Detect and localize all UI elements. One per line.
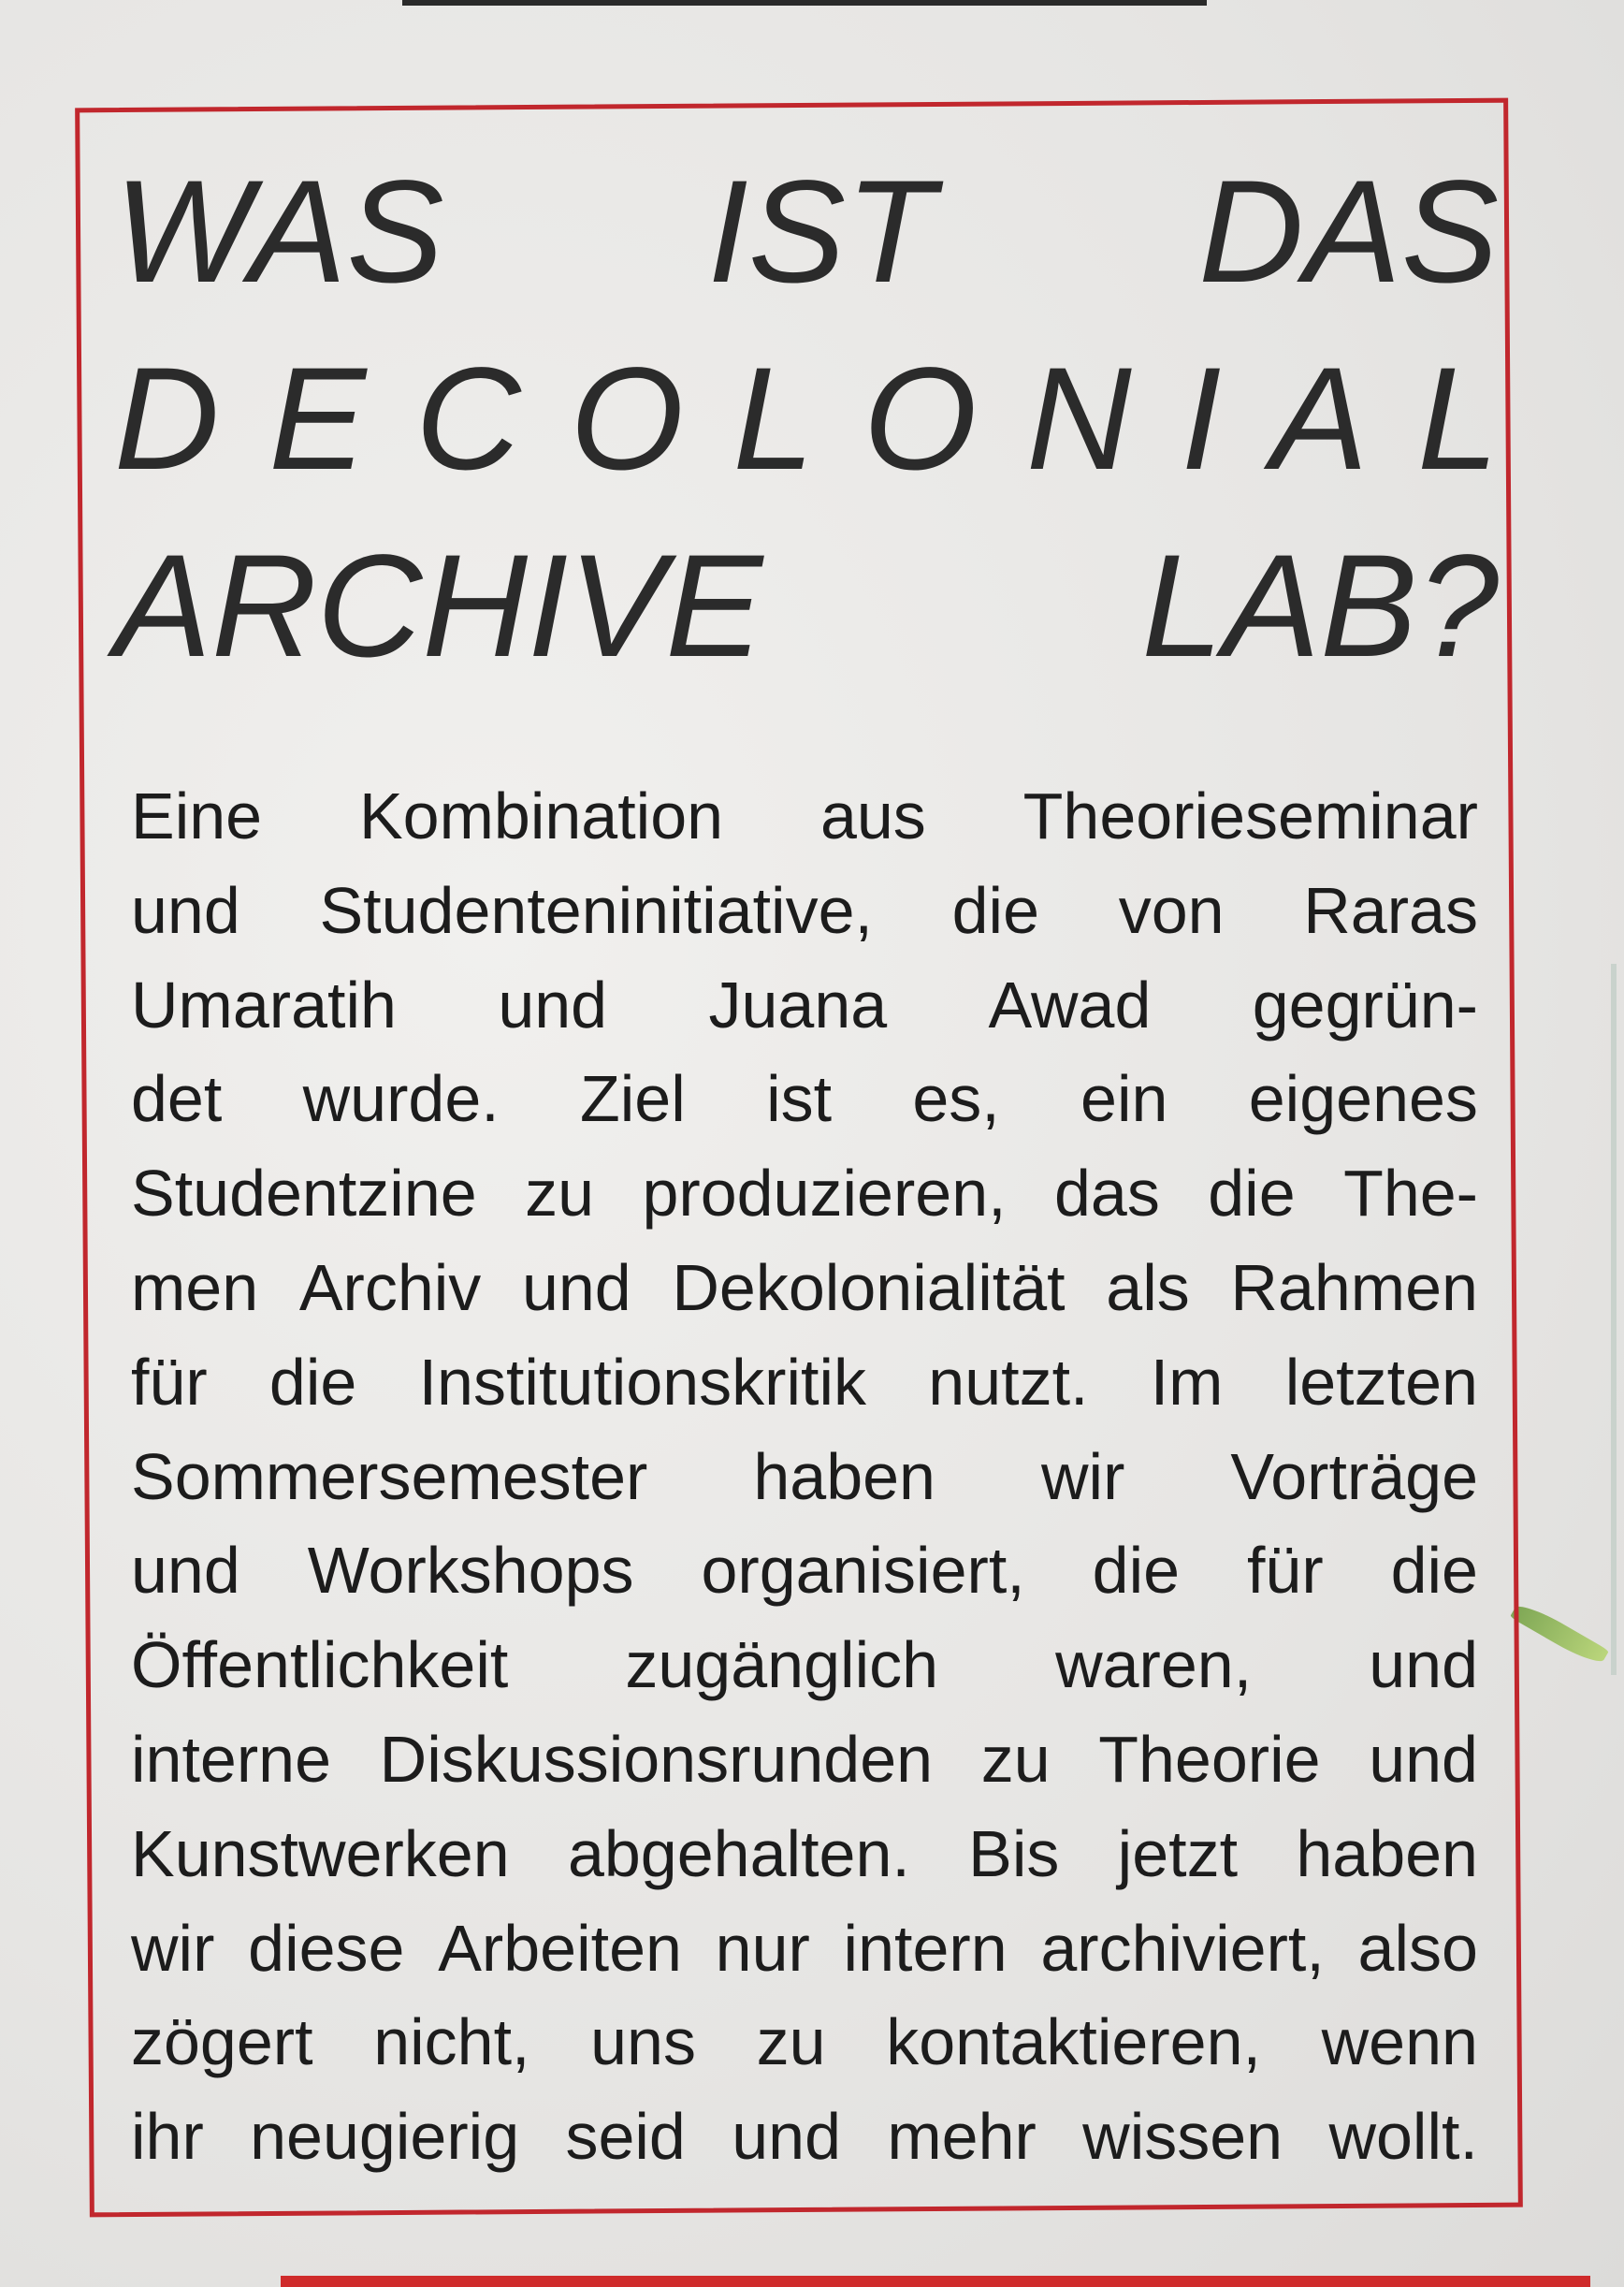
body-word: Bis xyxy=(968,1816,1060,1890)
body-word: det xyxy=(131,1062,223,1136)
title-letter: A xyxy=(1270,338,1369,501)
body-word: Arbeiten xyxy=(438,1911,682,1985)
title-word: LAB? xyxy=(1141,525,1499,688)
title-word: IST xyxy=(707,151,935,313)
right-edge-mark xyxy=(1611,964,1617,1675)
body-word: nutzt. xyxy=(928,1345,1089,1419)
body-word: Ziel xyxy=(579,1062,686,1136)
body-word: und xyxy=(732,2100,841,2174)
body-word: für xyxy=(131,1345,208,1419)
body-word: Im xyxy=(1150,1345,1224,1419)
body-word: ist xyxy=(766,1062,833,1136)
body-word: The- xyxy=(1343,1157,1478,1231)
body-word: und xyxy=(1369,1722,1478,1796)
body-word: Juana xyxy=(708,968,888,1042)
body-word: jetzt xyxy=(1117,1816,1239,1890)
body-word: Sommersemester xyxy=(131,1439,648,1513)
body-word: Studentzine xyxy=(131,1157,477,1231)
body-word: diese xyxy=(248,1911,405,1985)
body-word: die xyxy=(268,1345,357,1419)
bottom-edge-strip xyxy=(281,2276,1590,2287)
body-word: Eine xyxy=(131,779,263,852)
body-word: zugänglich xyxy=(625,1628,939,1702)
body-word: wir xyxy=(131,1911,215,1985)
top-edge-strip xyxy=(402,0,1207,6)
body-line xyxy=(131,958,1478,1053)
body-line xyxy=(131,1523,1478,1618)
body-line xyxy=(131,864,1478,958)
title-line-1 xyxy=(114,138,1499,326)
body-word: als xyxy=(1106,1250,1190,1324)
title-letter: O xyxy=(863,338,978,501)
title-line-2 xyxy=(114,326,1499,513)
body-word: die xyxy=(1208,1157,1296,1231)
body-word: Diskussionsrunden xyxy=(379,1722,934,1796)
body-word: archiviert, xyxy=(1040,1911,1325,1985)
body-word: uns xyxy=(590,2005,696,2079)
body-word: und xyxy=(131,1534,240,1608)
title-letter: L xyxy=(1417,338,1499,501)
body-paragraph xyxy=(131,769,1478,2184)
body-word: neugierig xyxy=(250,2100,520,2174)
title-word: ARCHIVE xyxy=(114,525,763,688)
body-word: produzieren, xyxy=(642,1157,1007,1231)
body-word: haben xyxy=(753,1439,935,1513)
body-word: waren, xyxy=(1055,1628,1253,1702)
body-word: von xyxy=(1118,873,1225,947)
body-line xyxy=(131,1241,1478,1335)
body-word: Studenteninitiative, xyxy=(319,873,873,947)
body-line xyxy=(131,769,1478,864)
body-word: abgehalten. xyxy=(567,1816,910,1890)
body-word: organisiert, xyxy=(701,1534,1025,1608)
body-word: zu xyxy=(980,1722,1051,1796)
body-word: intern xyxy=(843,1911,1008,1985)
body-word: das xyxy=(1053,1157,1160,1231)
page-title xyxy=(114,138,1499,700)
title-letter: E xyxy=(268,338,367,501)
body-line xyxy=(131,1995,1478,2090)
body-word: eigenes xyxy=(1248,1062,1478,1136)
body-word: für xyxy=(1246,1534,1324,1608)
body-word: die xyxy=(1390,1534,1478,1608)
body-word: nur xyxy=(715,1911,810,1985)
body-word: Vorträge xyxy=(1230,1439,1478,1513)
body-word: Umaratih xyxy=(131,968,397,1042)
body-word: und xyxy=(131,873,240,947)
title-word: DAS xyxy=(1198,151,1499,313)
body-word: es, xyxy=(912,1062,1000,1136)
body-word: und xyxy=(498,968,608,1042)
body-word: und xyxy=(1369,1628,1478,1702)
body-word: zögert xyxy=(131,2005,313,2079)
body-word: Öffentlichkeit xyxy=(131,1628,509,1702)
title-letter: I xyxy=(1181,338,1222,501)
body-word: Kombination xyxy=(358,779,724,852)
body-word: also xyxy=(1357,1911,1478,1985)
body-word: ein xyxy=(1080,1062,1168,1136)
body-word: nicht, xyxy=(373,2005,530,2079)
body-word: wir xyxy=(1040,1439,1125,1513)
body-line xyxy=(131,2090,1478,2184)
body-line xyxy=(131,1618,1478,1712)
body-word: zu xyxy=(756,2005,826,2079)
body-word: Workshops xyxy=(307,1534,634,1608)
body-line xyxy=(131,1430,1478,1524)
body-line xyxy=(131,1146,1478,1241)
body-word: Awad xyxy=(988,968,1152,1042)
body-line xyxy=(131,1052,1478,1146)
body-word: wurde. xyxy=(302,1062,500,1136)
title-word: WAS xyxy=(114,151,444,313)
title-line-3 xyxy=(114,513,1499,700)
body-word: Rahmen xyxy=(1230,1250,1478,1324)
body-line xyxy=(131,1335,1478,1430)
body-line xyxy=(131,1712,1478,1807)
body-word: men xyxy=(131,1250,259,1324)
title-letter: N xyxy=(1025,338,1132,501)
body-word: letzten xyxy=(1284,1345,1478,1419)
title-letter: O xyxy=(570,338,684,501)
body-word: Raras xyxy=(1303,873,1478,947)
body-word: wissen xyxy=(1082,2100,1283,2174)
body-word: und xyxy=(521,1250,631,1324)
body-word: seid xyxy=(565,2100,686,2174)
body-word: Theorie xyxy=(1098,1722,1321,1796)
title-letter: L xyxy=(732,338,815,501)
body-word: zu xyxy=(525,1157,595,1231)
body-word: wenn xyxy=(1321,2005,1478,2079)
body-word: Kunstwerken xyxy=(131,1816,510,1890)
body-word: ihr xyxy=(131,2100,204,2174)
body-line xyxy=(131,1901,1478,1996)
body-word: Institutionskritik xyxy=(418,1345,867,1419)
body-word: Dekolonialität xyxy=(672,1250,1066,1324)
body-word: kontaktieren, xyxy=(886,2005,1261,2079)
body-word: mehr xyxy=(887,2100,1037,2174)
body-word: haben xyxy=(1296,1816,1478,1890)
body-word: Theorieseminar xyxy=(1022,779,1478,852)
body-line xyxy=(131,1807,1478,1901)
title-letter: D xyxy=(114,338,220,501)
body-word: aus xyxy=(819,779,926,852)
body-word: interne xyxy=(131,1722,332,1796)
body-word: die xyxy=(1092,1534,1181,1608)
body-word: wollt. xyxy=(1328,2100,1478,2174)
body-word: Archiv xyxy=(298,1250,482,1324)
body-word: die xyxy=(951,873,1040,947)
title-letter: C xyxy=(415,338,521,501)
body-word: gegrün- xyxy=(1252,968,1478,1042)
